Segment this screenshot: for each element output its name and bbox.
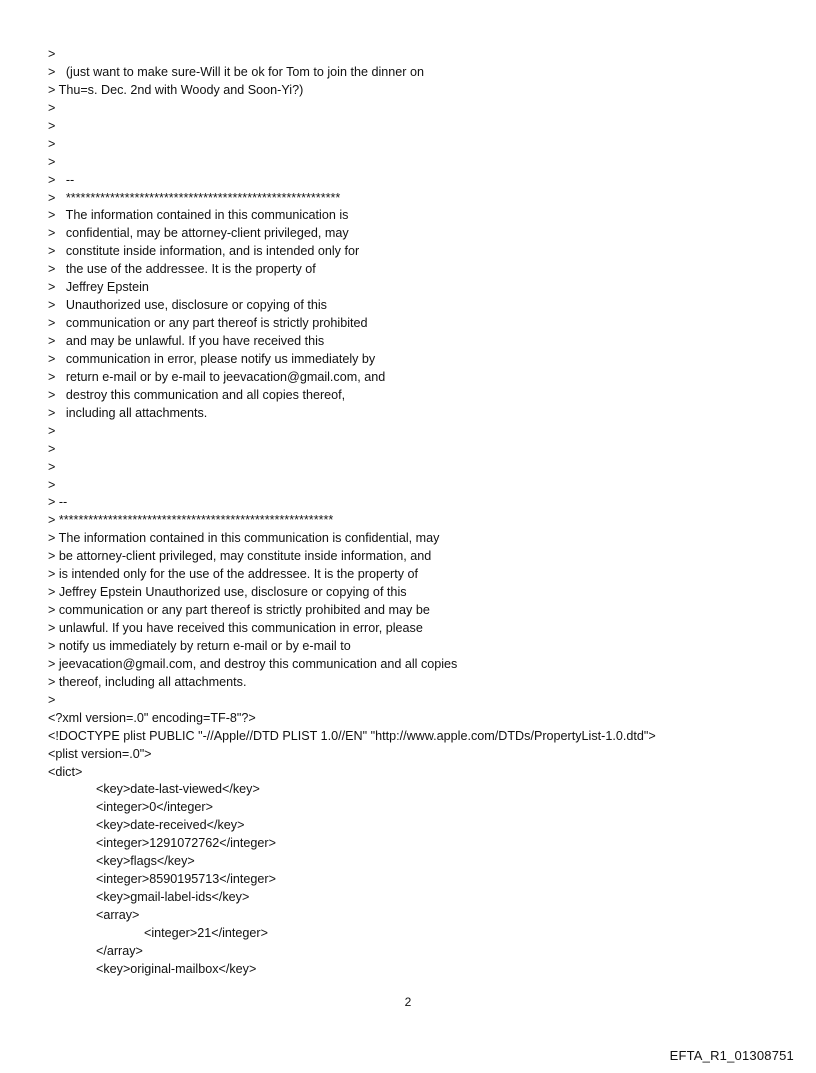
disclaimer-line: > The information contained in this communication is confidential, may [48, 531, 440, 546]
xml-line: </array> [96, 943, 143, 958]
xml-line: <key>flags</key> [96, 854, 195, 869]
asterisk-rule: > ******************************************************** [48, 190, 341, 205]
quote-line: > [48, 154, 56, 169]
xml-doctype: <!DOCTYPE plist PUBLIC "-//Apple//DTD PLIST 1.0//EN" "http://www.apple.com/DTDs/PropertyList-1.0.dtd"> [48, 728, 656, 743]
quote-line: > [48, 47, 56, 61]
xml-line: <key>gmail-label-ids</key> [96, 890, 250, 905]
xml-line: <key>date-last-viewed</key> [96, 782, 260, 797]
quote-line: > [48, 100, 56, 115]
quote-line: > [48, 441, 56, 456]
quote-line: > [48, 118, 56, 133]
xml-line: <integer>1291072762</integer> [96, 836, 276, 851]
xml-line: <integer>0</integer> [96, 800, 213, 815]
disclaimer-line: > jeevacation@gmail.com, and destroy this communication and all copies [48, 656, 458, 671]
disclaimer-line: > notify us immediately by return e-mail or by e-mail to [48, 638, 351, 653]
disclaimer-line: > return e-mail or by e-mail to jeevacation@gmail.com, and [48, 369, 386, 384]
disclaimer-line: > constitute inside information, and is intended only for [48, 244, 360, 259]
disclaimer-line: > and may be unlawful. If you have received this [48, 334, 325, 348]
xml-declaration: <?xml version=.0" encoding=TF-8"?> [48, 710, 256, 725]
disclaimer-line: > communication or any part thereof is strictly prohibited [48, 316, 368, 331]
disclaimer-line: > unlawful. If you have received this communication in error, please [48, 621, 423, 635]
xml-line: <key>original-mailbox</key> [96, 961, 257, 976]
disclaimer-line: > communication in error, please notify us immediately by [48, 351, 376, 366]
quote-line: > [48, 477, 56, 492]
disclaimer-line: > communication or any part thereof is strictly prohibited and may be [48, 603, 430, 618]
xml-line: <integer>8590195713</integer> [96, 872, 276, 887]
disclaimer-line: > including all attachments. [48, 405, 208, 420]
email-document-body [48, 46, 788, 979]
quote-line: > [48, 136, 56, 151]
disclaimer-line: > is intended only for the use of the addressee. It is the property of [48, 567, 418, 582]
xml-plist-open: <plist version=.0"> [48, 746, 152, 761]
asterisk-rule: > ******************************************************** [48, 513, 334, 528]
disclaimer-line: > thereof, including all attachments. [48, 674, 247, 689]
bates-number: EFTA_R1_01308751 [669, 1048, 794, 1063]
disclaimer-line: > destroy this communication and all copies thereof, [48, 387, 346, 402]
disclaimer-line: > Jeffrey Epstein Unauthorized use, disclosure or copying of this [48, 585, 407, 600]
disclaimer-line: > be attorney-client privileged, may constitute inside information, and [48, 549, 432, 564]
quote-line: > (just want to make sure-Will it be ok for Tom to join the dinner on [48, 64, 424, 79]
signature-separator: > -- [48, 172, 75, 187]
xml-nested-line: <integer>21</integer> [144, 925, 268, 940]
page-number: 2 [404, 995, 412, 1009]
quote-line: > [48, 459, 56, 474]
quote-line: > Thu=s. Dec. 2nd with Woody and Soon-Yi?) [48, 82, 304, 97]
disclaimer-line: > The information contained in this communication is [48, 208, 349, 223]
disclaimer-line: > confidential, may be attorney-client privileged, may [48, 226, 349, 241]
disclaimer-line: > Unauthorized use, disclosure or copying of this [48, 298, 327, 313]
xml-line: <key>date-received</key> [96, 818, 245, 833]
disclaimer-line: > Jeffrey Epstein [48, 280, 149, 295]
quote-line: > [48, 423, 56, 438]
signature-separator: > -- [48, 495, 68, 510]
xml-line: <array> [96, 908, 140, 922]
disclaimer-line: > the use of the addressee. It is the property of [48, 262, 316, 277]
quote-line: > [48, 692, 56, 707]
xml-dict-open: <dict> [48, 764, 83, 779]
